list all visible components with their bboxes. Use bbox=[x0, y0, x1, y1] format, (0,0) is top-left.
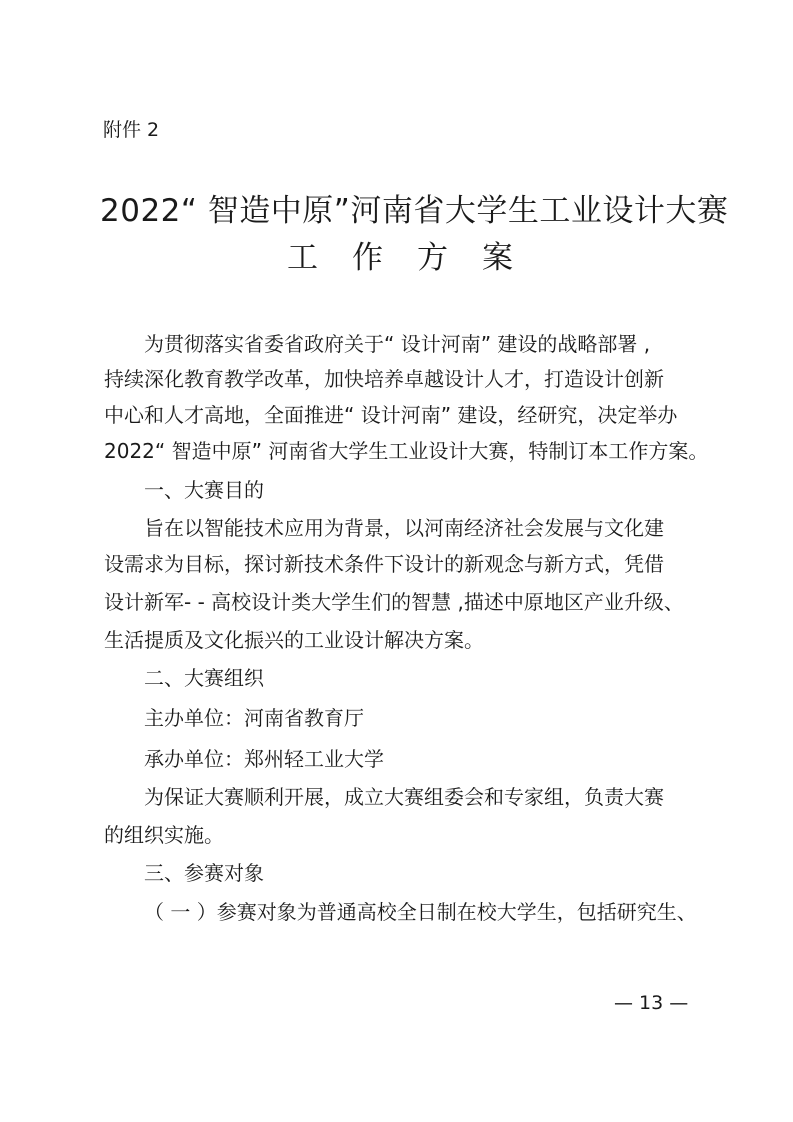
section-heading: 二、大赛组织 bbox=[144, 666, 264, 690]
body-line: 为保证大赛顺利开展，成立大赛组委会和专家组，负责大赛 bbox=[144, 785, 664, 809]
body-line: 的组织实施。 bbox=[104, 823, 224, 847]
body-line: 2022“ 智造中原” 河南省大学生工业设计大赛，特制订本工作方案。 bbox=[104, 439, 709, 463]
body-line: 中心和人才高地，全面推进“ 设计河南” 建设，经研究，决定举办 bbox=[104, 403, 678, 427]
body-line: 设需求为目标，探讨新技术条件下设计的新观念与新方式，凭借 bbox=[104, 552, 664, 576]
document-subtitle: 工作方案 bbox=[287, 240, 547, 276]
document-title: 2022“ 智造中原”河南省大学生工业设计大赛 bbox=[100, 193, 729, 229]
body-line: （ 一 ）参赛对象为普通高校全日制在校大学生，包括研究生、 bbox=[144, 900, 697, 924]
section-heading: 一、大赛目的 bbox=[144, 478, 264, 502]
body-line: 承办单位：郑州轻工业大学 bbox=[144, 747, 384, 771]
attachment-label: 附件 2 bbox=[103, 119, 160, 141]
body-line: 主办单位：河南省教育厅 bbox=[144, 706, 364, 730]
page-number: — 13 — bbox=[614, 992, 689, 1014]
body-line: 持续深化教育教学改革，加快培养卓越设计人才，打造设计创新 bbox=[104, 367, 664, 391]
section-heading: 三、参赛对象 bbox=[144, 861, 264, 885]
body-line: 设计新军- - 高校设计类大学生们的智慧 ,描述中原地区产业升级、 bbox=[104, 590, 684, 614]
body-line: 为贯彻落实省委省政府关于“ 设计河南” 建设的战略部署 , bbox=[144, 332, 651, 356]
body-line: 生活提质及文化振兴的工业设计解决方案。 bbox=[104, 628, 484, 652]
body-line: 旨在以智能技术应用为背景，以河南经济社会发展与文化建 bbox=[144, 516, 664, 540]
